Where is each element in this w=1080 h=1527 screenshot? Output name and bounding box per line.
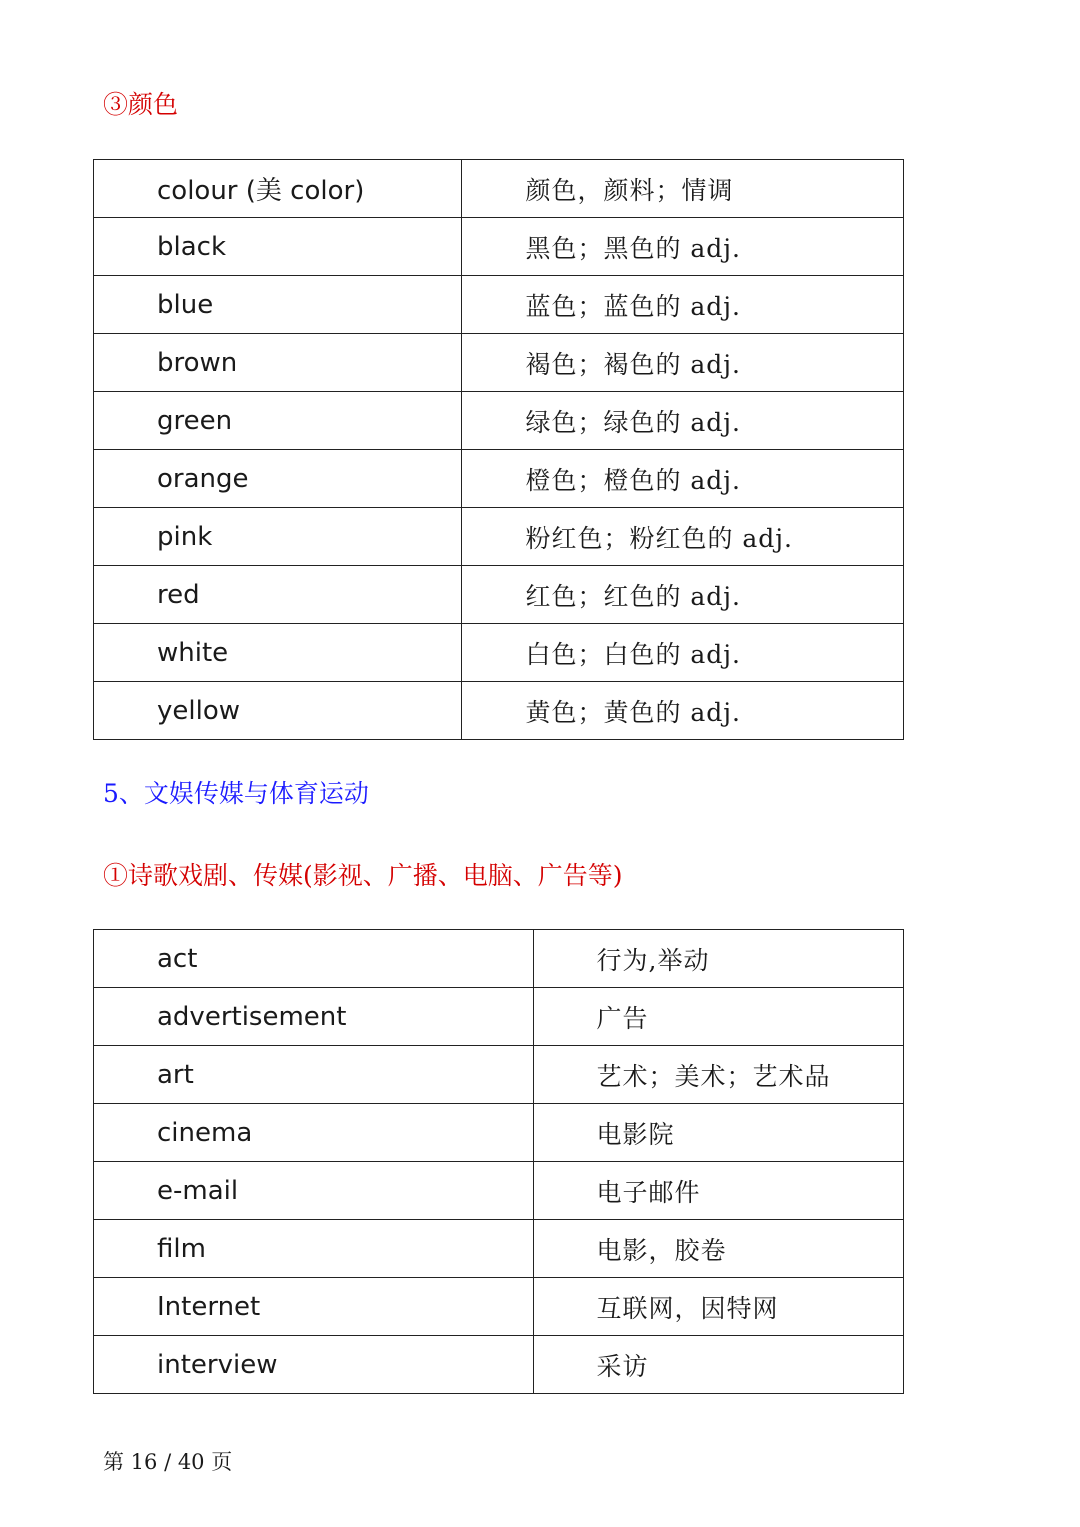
vocab-meaning: 电影，胶卷 — [533, 1220, 903, 1278]
vocab-meaning: 红色；红色的 adj. — [462, 566, 904, 624]
vocab-word: yellow — [94, 682, 462, 740]
vocab-word: Internet — [94, 1278, 534, 1336]
vocab-meaning: 电子邮件 — [533, 1162, 903, 1220]
vocab-meaning: 颜色，颜料；情调 — [462, 160, 904, 218]
table-row — [94, 334, 904, 392]
vocab-meaning: 黄色；黄色的 adj. — [462, 682, 904, 740]
vocab-meaning: 黑色；黑色的 adj. — [462, 218, 904, 276]
vocab-word: art — [94, 1046, 534, 1104]
vocab-word: advertisement — [94, 988, 534, 1046]
vocab-meaning: 艺术；美术；艺术品 — [533, 1046, 903, 1104]
vocab-meaning: 互联网，因特网 — [533, 1278, 903, 1336]
section-heading-colors: ③颜色 — [103, 90, 179, 119]
table-row — [94, 1336, 904, 1394]
vocab-meaning: 绿色；绿色的 adj. — [462, 392, 904, 450]
table-row — [94, 1278, 904, 1336]
table-row — [94, 218, 904, 276]
vocab-word: blue — [94, 276, 462, 334]
vocab-meaning: 白色；白色的 adj. — [462, 624, 904, 682]
table-row — [94, 624, 904, 682]
table-row — [94, 1220, 904, 1278]
vocab-meaning: 电影院 — [533, 1104, 903, 1162]
subsection-heading-media: ①诗歌戏剧、传媒(影视、广播、电脑、广告等) — [103, 861, 623, 890]
table-row — [94, 566, 904, 624]
colors-vocab-table — [93, 159, 904, 740]
table-row — [94, 1104, 904, 1162]
table-row — [94, 988, 904, 1046]
page-number: 第 16 / 40 页 — [103, 1450, 233, 1474]
vocab-word: black — [94, 218, 462, 276]
vocab-word: cinema — [94, 1104, 534, 1162]
table-row — [94, 1046, 904, 1104]
vocab-word: white — [94, 624, 462, 682]
section-heading-entertainment-sports: 5、文娱传媒与体育运动 — [103, 779, 369, 808]
vocab-meaning: 粉红色；粉红色的 adj. — [462, 508, 904, 566]
vocab-word: green — [94, 392, 462, 450]
table-row — [94, 930, 904, 988]
vocab-word: e-mail — [94, 1162, 534, 1220]
vocab-word: act — [94, 930, 534, 988]
vocab-word: interview — [94, 1336, 534, 1394]
table-row — [94, 450, 904, 508]
vocab-word: red — [94, 566, 462, 624]
media-vocab-table — [93, 929, 904, 1394]
vocab-meaning: 橙色；橙色的 adj. — [462, 450, 904, 508]
vocab-word: film — [94, 1220, 534, 1278]
vocab-meaning: 褐色；褐色的 adj. — [462, 334, 904, 392]
table-row — [94, 1162, 904, 1220]
vocab-meaning: 行为,举动 — [533, 930, 903, 988]
table-row — [94, 508, 904, 566]
table-row — [94, 392, 904, 450]
vocab-meaning: 蓝色；蓝色的 adj. — [462, 276, 904, 334]
vocab-meaning: 广告 — [533, 988, 903, 1046]
table-row — [94, 682, 904, 740]
vocab-meaning: 采访 — [533, 1336, 903, 1394]
vocab-word: brown — [94, 334, 462, 392]
vocab-word: orange — [94, 450, 462, 508]
vocab-word: colour (美 color) — [94, 160, 462, 218]
table-row — [94, 160, 904, 218]
table-row — [94, 276, 904, 334]
vocab-word: pink — [94, 508, 462, 566]
